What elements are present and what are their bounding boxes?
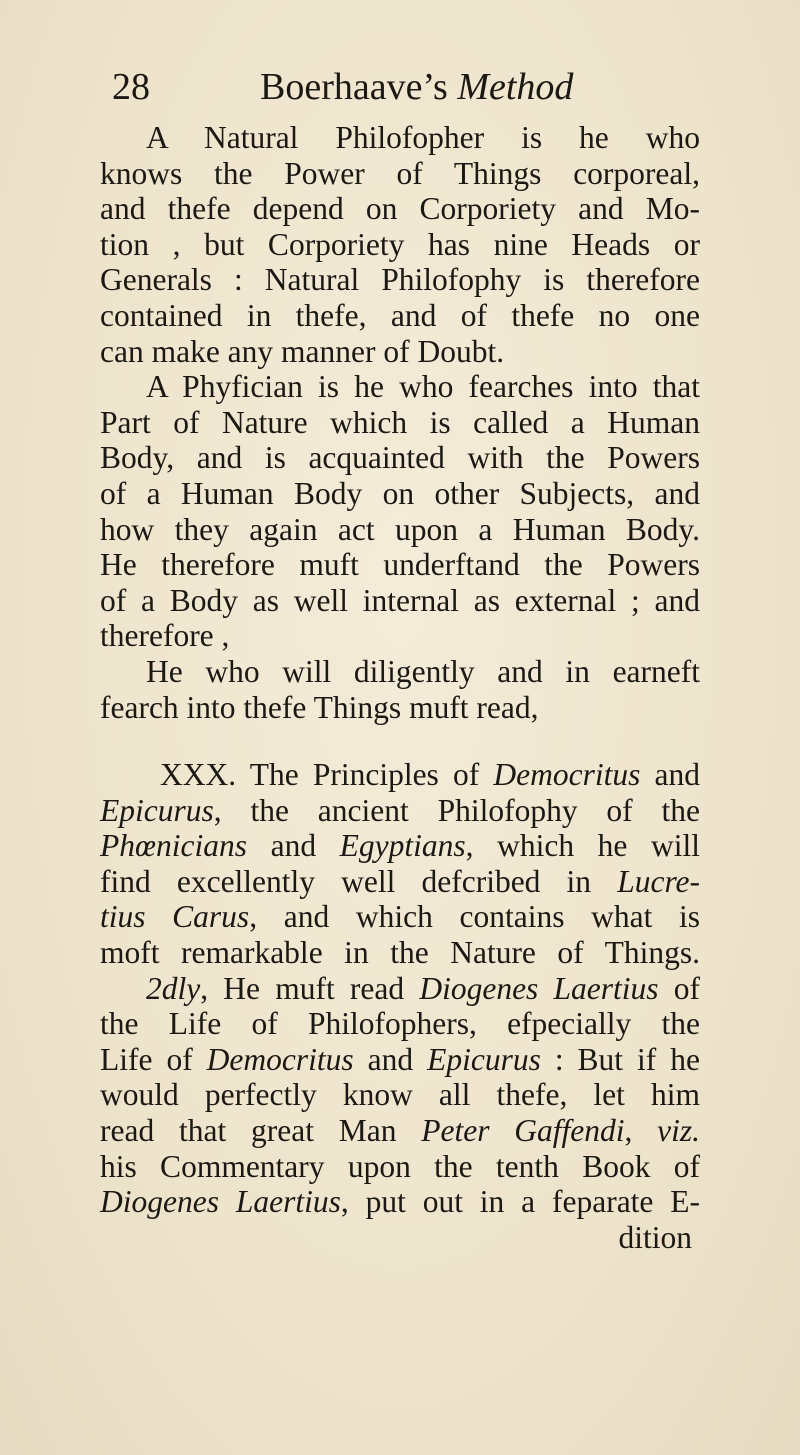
text-run: , and which contains what is [249, 899, 700, 935]
text-line: would perfectly know all thefe, let him [100, 1077, 700, 1113]
text-run: of [658, 970, 700, 1006]
text-line: tion , but Corporiety has nine Heads or [100, 226, 700, 262]
text-run: , He muft read [200, 970, 420, 1006]
text-run: , which he will [465, 828, 701, 864]
text-run: , put out in a feparate E- [340, 1184, 701, 1220]
text-line [100, 1042, 700, 1078]
running-title-roman: Boerhaave’s [260, 66, 448, 108]
text-line: contained in thefe, and of thefe no one [100, 297, 700, 333]
text-line: He therefore muft underftand the Powers [100, 547, 700, 583]
text-run-italic: Democritus [206, 1041, 354, 1077]
text-line: therefore , [100, 618, 230, 654]
paragraph-gap [100, 725, 700, 757]
text-line: Body, and is acquainted with the Powers [100, 440, 700, 476]
text-line [100, 971, 700, 1007]
text-run: and [353, 1041, 428, 1077]
text-run-italic: Epicurus [100, 792, 214, 828]
running-title-italic: Method [457, 66, 574, 108]
text-run: and [247, 828, 340, 864]
text-line: the Life of Philofophers, efpecially the [100, 1006, 700, 1042]
text-run: , the ancient Philofophy of the [213, 792, 700, 828]
text-line: of a Body as well internal as external ; and [100, 582, 700, 618]
text-line: Part of Nature which is called a Human [100, 404, 700, 440]
text-run-italic: Peter Gaffendi [421, 1113, 625, 1149]
text-run: and [640, 757, 700, 793]
text-line: moft remarkable in the Nature of Things. [100, 935, 700, 971]
text-line [100, 828, 700, 864]
text-run-italic: Democritus [493, 757, 641, 793]
text-run: find excellently well defcribed in [100, 863, 618, 899]
text-run: Life of [100, 1041, 207, 1077]
text-line [100, 757, 700, 793]
text-run: , [624, 1113, 658, 1149]
catchword: dition [618, 1219, 692, 1255]
text-line [100, 1184, 700, 1220]
text-line: knows the Power of Things corporeal, [100, 155, 700, 191]
text-run-italic: Phœnicians [100, 828, 247, 864]
text-run-italic: Egyptians [339, 828, 466, 864]
body-text [100, 120, 700, 1255]
text-line: fearch into thefe Things muft read, [100, 689, 539, 725]
text-line: Generals : Natural Philofophy is therefore [100, 262, 700, 298]
text-line: of a Human Body on other Subjects, and [100, 475, 700, 511]
running-title [260, 62, 573, 112]
text-run-italic: viz. [657, 1113, 701, 1149]
page-header [112, 62, 672, 112]
text-run-italic: Epicurus [427, 1041, 541, 1077]
text-line [100, 899, 700, 935]
text-line: and thefe depend on Corporiety and Mo- [100, 191, 700, 227]
text-run-italic: 2dly [146, 970, 201, 1006]
text-run-italic: Lucre- [617, 863, 700, 899]
page-number: 28 [112, 66, 150, 108]
text-run: : But if he [540, 1041, 700, 1077]
text-run: XXX. The Principles of [160, 757, 494, 793]
text-line: A Phyfician is he who fearches into that [146, 369, 700, 405]
text-line [100, 1113, 700, 1149]
text-run: read that great Man [100, 1113, 422, 1149]
text-line: He who will diligently and in earneft [146, 653, 700, 689]
text-line [100, 793, 700, 829]
text-run-italic: tius Carus [100, 899, 250, 935]
text-line: his Commentary upon the tenth Book of [100, 1148, 700, 1184]
text-line: can make any manner of Doubt. [100, 333, 505, 369]
text-run-italic: Diogenes Laertius [419, 970, 659, 1006]
text-line: how they again act upon a Human Body. [100, 511, 700, 547]
text-run-italic: Diogenes Laertius [100, 1184, 341, 1220]
text-line [100, 864, 700, 900]
text-line: A Natural Philofopher is he who [146, 120, 700, 155]
